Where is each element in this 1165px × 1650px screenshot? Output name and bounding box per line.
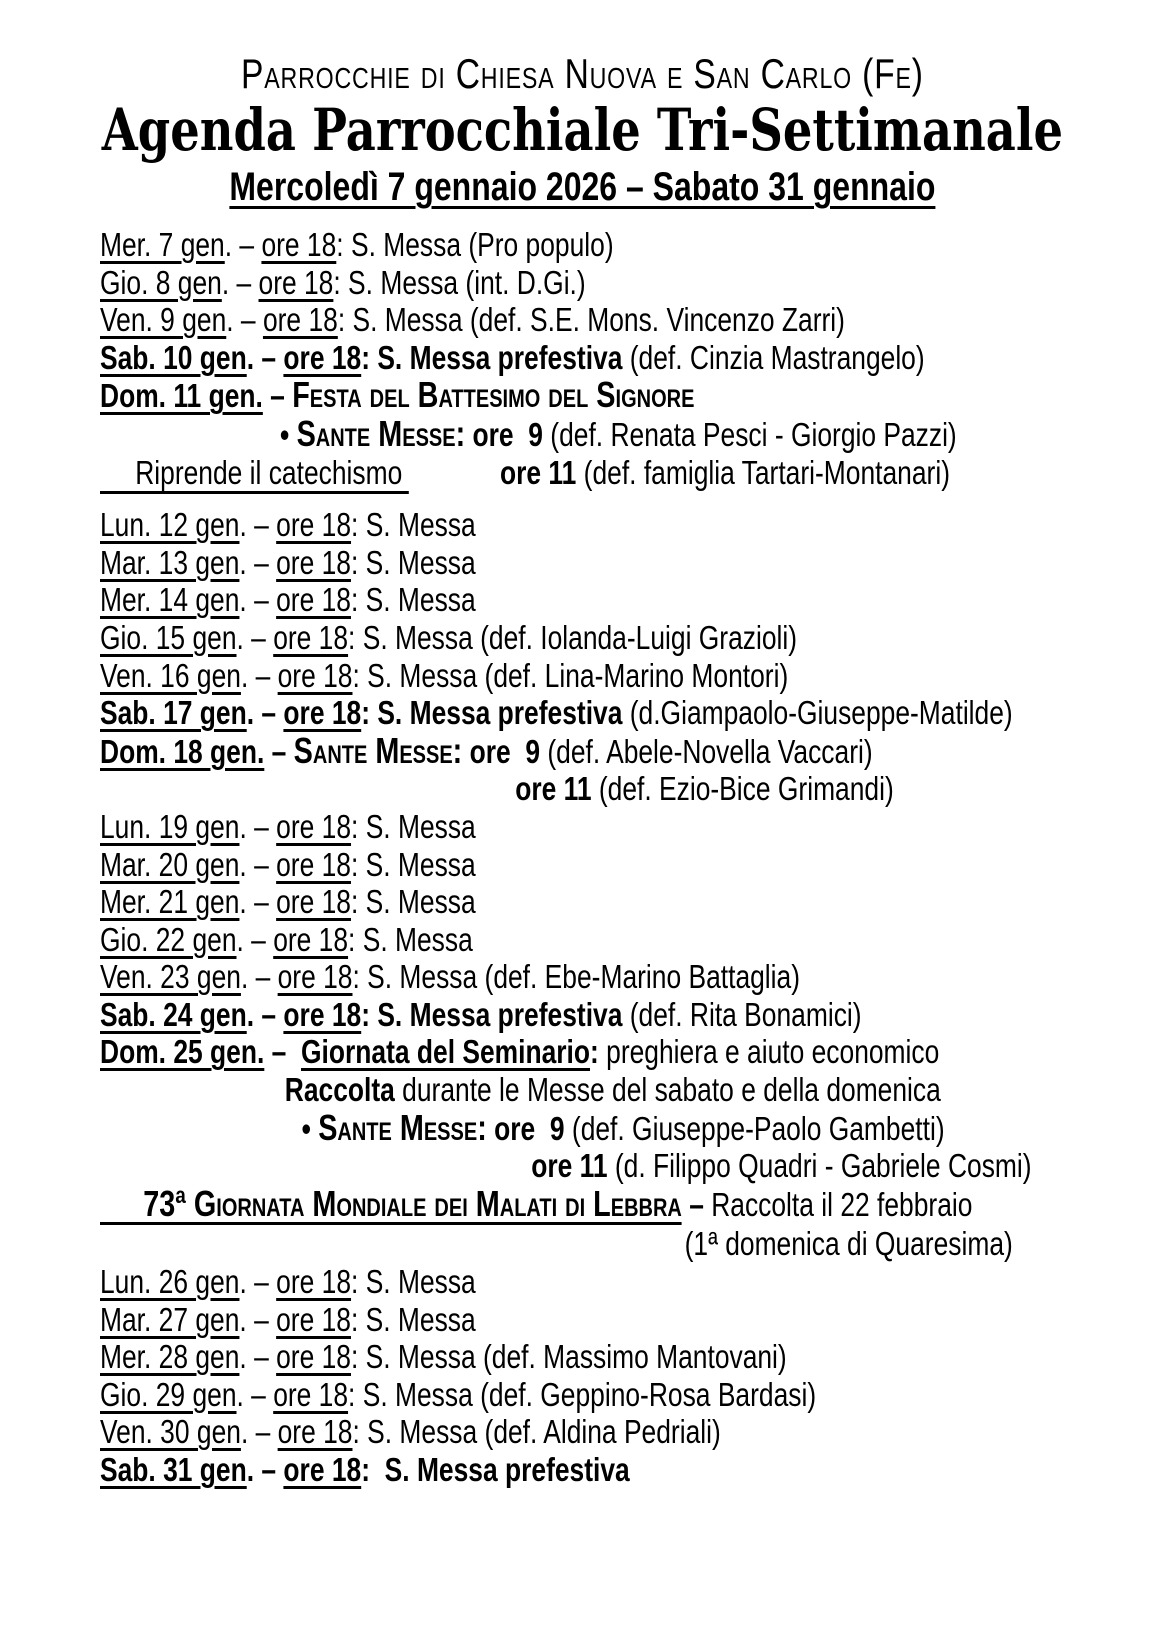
agenda-line-mer-14-gen: [100, 581, 1013, 619]
agenda-line-giornata-lebbra: [100, 1182, 1013, 1226]
separator: . –: [246, 1451, 284, 1488]
event-text: : S. Messa: [350, 883, 476, 921]
event-text: : S. Messa (def. Lina-Marino Montori): [352, 656, 789, 694]
agenda-line-sab-24-gen: [100, 996, 1013, 1034]
date-label: Sab. 17 gen: [100, 694, 247, 732]
masses-label: Sante Messe:: [318, 1106, 487, 1148]
date-label: Gio. 29 gen: [100, 1375, 237, 1413]
agenda-line-mer-21-gen: [100, 883, 1013, 921]
agenda-line-ven-30-gen: [100, 1413, 1013, 1451]
separator: . –: [236, 1375, 274, 1413]
time-label: ore 18: [283, 1451, 362, 1488]
time-label: ore 11: [515, 770, 592, 808]
agenda-line-dom-11-masses: [100, 412, 1013, 454]
time-label: ore 18: [276, 581, 351, 619]
date-range: [0, 162, 1165, 212]
event-text: : S. Messa (def. Geppino-Rosa Bardasi): [348, 1375, 817, 1413]
date-label: Dom. 18 gen.: [100, 732, 265, 770]
agenda-line-lun-12-gen: [100, 506, 1013, 544]
time-label: ore 9: [465, 415, 543, 453]
bullet-icon: •: [280, 415, 297, 453]
time-label: ore 9: [486, 1109, 565, 1147]
time-label: ore 18: [277, 656, 353, 694]
leprosy-day-label: 73ª Giornata Mondiale dei Malati di Lebbra: [100, 1185, 682, 1226]
event-text: : S. Messa (int. D.Gi.): [333, 263, 586, 301]
event-text: : S. Messa: [351, 1263, 476, 1301]
date-label: Mar. 13 gen: [100, 543, 240, 581]
date-label: Ven. 23 gen: [100, 958, 241, 996]
date-label: Lun. 12 gen: [100, 506, 240, 544]
note-text: (1ª domenica di Quaresima): [684, 1225, 1013, 1263]
event-text: : S. Messa: [350, 845, 476, 883]
date-label: Sab. 10 gen: [100, 338, 247, 376]
date-label: Ven. 30 gen: [100, 1413, 241, 1451]
separator: . –: [239, 543, 277, 581]
time-label: ore 18: [273, 618, 349, 656]
separator: . –: [224, 226, 262, 263]
note-text: (d.Giampaolo-Giuseppe-Matilde): [622, 694, 1013, 732]
event-text: : S. Messa (Pro populo): [336, 226, 614, 263]
event-text: : S. Messa: [350, 581, 476, 619]
agenda-line-dom-25-ore-11: [100, 1147, 1032, 1185]
separator: . –: [240, 1413, 278, 1451]
date-label: Ven. 16 gen: [100, 656, 241, 694]
agenda-line-quaresima-note: [100, 1225, 1013, 1263]
time-label: ore 18: [258, 263, 334, 301]
date-label: Mer. 21 gen: [100, 883, 240, 921]
event-text: : S. Messa: [350, 1300, 476, 1338]
date-label: Gio. 22 gen: [100, 920, 237, 958]
event-text: : S. Messa prefestiva: [361, 338, 623, 376]
time-label: ore 18: [277, 958, 353, 996]
separator: . –: [246, 694, 284, 732]
separator: . –: [239, 1300, 277, 1338]
mass-11-entry: [500, 454, 950, 492]
separator: . –: [239, 807, 277, 845]
event-text: : S. Messa: [350, 543, 476, 581]
event-text: : S. Messa prefestiva: [361, 995, 623, 1033]
separator: –: [264, 732, 294, 770]
agenda-line-sab-17-gen: [100, 694, 1013, 732]
agenda-line-dom-18-gen: [100, 729, 1013, 771]
separator: . –: [236, 618, 274, 656]
separator: . –: [239, 506, 277, 544]
date-label: Mer. 28 gen: [100, 1338, 240, 1376]
agenda-line-dom-25-masses: [100, 1106, 1013, 1148]
colon: :: [590, 1033, 599, 1071]
date-label: Mar. 20 gen: [100, 845, 240, 883]
agenda-line-gio-8-gen: [100, 264, 1013, 302]
masses-label: Sante Messe:: [296, 412, 466, 454]
time-label: ore 18: [262, 301, 338, 339]
date-label: Gio. 15 gen: [100, 618, 237, 656]
seminary-day-label: Giornata del Seminario: [301, 1033, 591, 1071]
separator: . –: [239, 1263, 277, 1301]
separator: . –: [239, 581, 277, 619]
event-text: : S. Messa: [348, 920, 473, 958]
feast-title: Festa del Battesimo del Signore: [292, 374, 695, 416]
date-label: Ven. 9 gen: [100, 301, 227, 339]
note-text: (d. Filippo Quadri - Gabriele Cosmi): [607, 1147, 1032, 1185]
agenda-line-gio-15-gen: [100, 619, 1013, 657]
date-label: Gio. 8 gen: [100, 263, 222, 301]
note-text: (def. Renata Pesci - Giorgio Pazzi): [542, 415, 957, 453]
time-label: ore 18: [276, 807, 352, 845]
note-text: (def. famiglia Tartari-Montanari): [576, 453, 950, 491]
time-label: ore 18: [276, 543, 351, 581]
page-title: Agenda Parrocchiale Tri-Settimanale: [101, 96, 1064, 164]
catechism-note: Riprende il catechismo: [100, 454, 409, 495]
time-label: ore 18: [276, 1300, 351, 1338]
time-label: ore 11: [531, 1147, 608, 1185]
date-range-text: Mercoledì 7 gennaio 2026 – Sabato 31 gennaio: [229, 165, 936, 209]
time-label: ore 18: [277, 1413, 353, 1451]
note-text: (def. Abele-Novella Vaccari): [540, 732, 873, 770]
agenda-line-mer-28-gen: [100, 1338, 1013, 1376]
agenda-line-mar-13-gen: [100, 544, 1013, 582]
parish-name: Parrocchie di Chiesa Nuova e San Carlo (Fe): [241, 50, 924, 97]
date-label: Mer. 7 gen: [100, 226, 225, 263]
agenda-line-dom-18-ore-11: [100, 770, 1013, 808]
event-text: : S. Messa (def. Aldina Pedriali): [352, 1413, 721, 1451]
time-label: ore 18: [273, 1375, 349, 1413]
agenda-line-riprende-catechismo: [100, 454, 1013, 495]
time-label: ore 18: [283, 694, 362, 732]
date-label: Lun. 26 gen: [100, 1263, 240, 1301]
agenda-line-ven-9-gen: [100, 301, 1013, 339]
event-text: : S. Messa (def. Iolanda-Luigi Grazioli): [348, 618, 798, 656]
date-label: Dom. 25 gen.: [100, 1033, 265, 1071]
event-text: : S. Messa: [351, 807, 476, 845]
note-text: (def. Cinzia Mastrangelo): [622, 338, 925, 376]
separator: . –: [246, 995, 284, 1033]
collection-label: Raccolta: [284, 1071, 395, 1109]
agenda-line-ven-23-gen: [100, 958, 1013, 996]
separator: . –: [236, 920, 274, 958]
separator: . –: [221, 263, 259, 301]
agenda-line-lun-19-gen: [100, 808, 1013, 846]
agenda-line-sab-10-gen: [100, 339, 1013, 377]
event-text: : S. Messa prefestiva: [361, 694, 623, 732]
event-text: : S. Messa: [351, 506, 476, 544]
time-label: ore 18: [273, 920, 349, 958]
time-label: ore 18: [276, 506, 352, 544]
agenda-line-dom-11-gen: [100, 376, 1013, 415]
event-text: : S. Messa (def. S.E. Mons. Vincenzo Zarri): [337, 301, 845, 339]
agenda-list: [0, 226, 1165, 1489]
time-label: ore 9: [462, 732, 541, 770]
time-label: ore 18: [261, 226, 337, 263]
agenda-line-gio-22-gen: [100, 921, 1013, 959]
agenda-line-ven-16-gen: [100, 657, 1013, 695]
separator: . –: [246, 338, 284, 376]
separator: . –: [240, 656, 278, 694]
agenda-line-dom-25-gen: [100, 1033, 1013, 1071]
time-label: ore 18: [276, 1338, 351, 1376]
time-label: ore 18: [276, 883, 351, 921]
agenda-line-mer-7-gen: [100, 226, 1013, 264]
event-text: durante le Messe del sabato e della domenica: [394, 1071, 941, 1109]
separator: –: [262, 377, 293, 415]
time-label: ore 18: [283, 338, 362, 376]
separator: . –: [239, 845, 277, 883]
separator: –: [681, 1185, 712, 1223]
separator: . –: [226, 301, 263, 339]
note-text: (def. Giuseppe-Paolo Gambetti): [564, 1109, 945, 1147]
agenda-line-lun-26-gen: [100, 1263, 1013, 1301]
note-text: (def. Ezio-Bice Grimandi): [591, 770, 894, 808]
event-text: preghiera e aiuto economico: [598, 1033, 940, 1071]
time-label: ore 11: [500, 453, 577, 491]
masses-label: Sante Messe:: [293, 729, 463, 771]
date-label: Sab. 24 gen: [100, 995, 247, 1033]
date-label: Sab. 31 gen: [100, 1451, 247, 1488]
agenda-line-raccolta: [100, 1071, 1013, 1109]
time-label: ore 18: [283, 995, 362, 1033]
date-label: Mer. 14 gen: [100, 581, 240, 619]
bullet-icon: •: [301, 1109, 319, 1147]
time-label: ore 18: [276, 845, 351, 883]
agenda-line-mar-20-gen: [100, 846, 1013, 884]
agenda-line-mar-27-gen: [100, 1301, 1013, 1339]
date-label: Mar. 27 gen: [100, 1300, 240, 1338]
note-text: (def. Rita Bonamici): [622, 995, 862, 1033]
separator: –: [264, 1033, 301, 1071]
event-text: : S. Messa (def. Ebe-Marino Battaglia): [352, 958, 801, 996]
event-text: : S. Messa prefestiva: [361, 1451, 630, 1488]
separator: . –: [240, 958, 278, 996]
date-label: Dom. 11 gen.: [100, 377, 263, 415]
date-label: Lun. 19 gen: [100, 807, 240, 845]
agenda-line-sab-31-gen: [100, 1451, 1013, 1489]
event-text: Raccolta il 22 febbraio: [711, 1185, 973, 1223]
separator: . –: [239, 1338, 277, 1376]
separator: . –: [239, 883, 277, 921]
event-text: : S. Messa (def. Massimo Mantovani): [350, 1338, 787, 1376]
agenda-line-gio-29-gen: [100, 1376, 1013, 1414]
time-label: ore 18: [276, 1263, 352, 1301]
